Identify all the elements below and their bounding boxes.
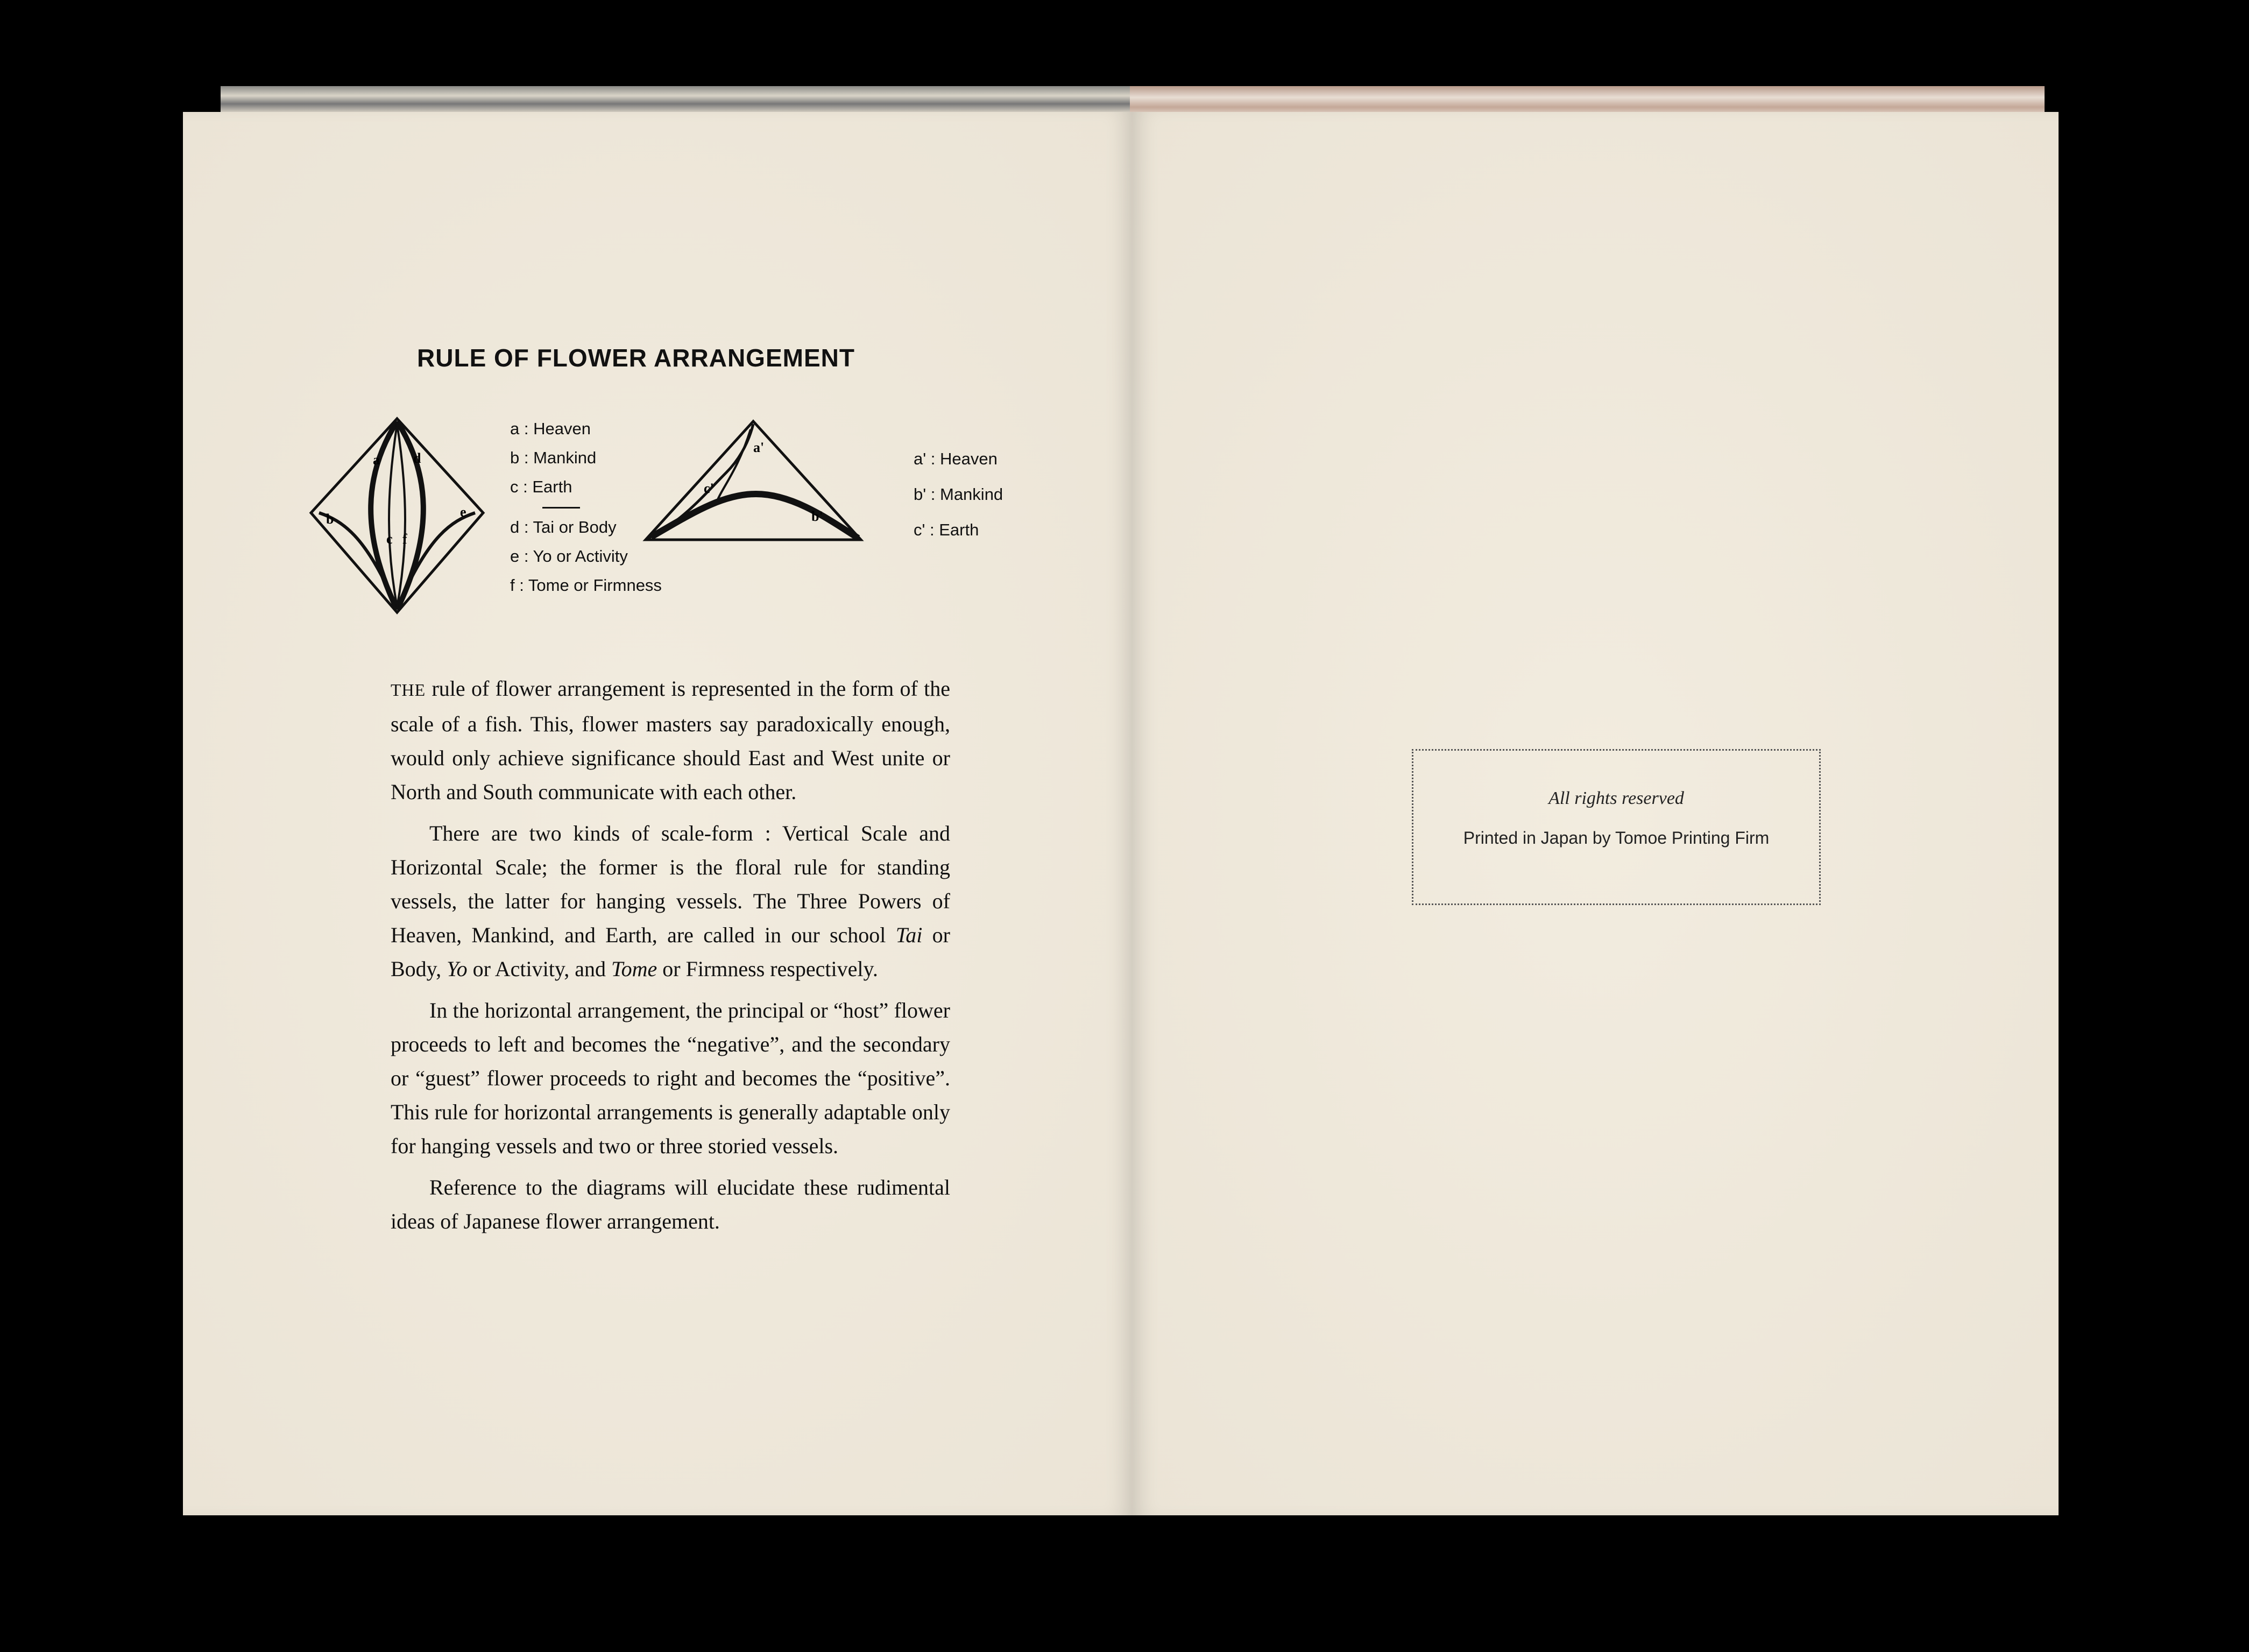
legend-mankind: b : Mankind (510, 448, 597, 467)
paragraph-2 (391, 816, 950, 986)
paragraph-3: In the horizontal arrangement, the principal or “host” flower proceeds to left and becomes the “negative”, and the secondary or “guest” flower proceeds to right and becomes the “positive”. This rule for horizontal arrangements is generally adaptable only for hanging vessels and two or three storied vessels. (391, 998, 950, 1158)
paragraph-2-text-a: There are two kinds of scale-form : Vertical Scale and Horizontal Scale; the former is the floral rule for standing vessels, the latter for hanging vessels. The Three Powers of Heaven, Mankind, and Earth, are called in our school (391, 821, 950, 947)
diagram-label-a-prime: a' (753, 440, 765, 455)
paragraph-1 (391, 672, 950, 809)
legend-earth-prime: c' : Earth (914, 520, 979, 539)
diagram-label-d: d (413, 450, 421, 466)
legend-divider (542, 507, 580, 509)
legend-heaven: a : Heaven (510, 419, 591, 438)
legend-tai: d : Tai or Body (510, 518, 617, 536)
page-title: RULE OF FLOWER ARRANGEMENT (417, 344, 855, 372)
horizontal-scale-diagram (640, 413, 866, 553)
paragraph-2-text-c: or Activity, and (467, 957, 612, 981)
vertical-scale-diagram (306, 413, 489, 618)
paragraph-2-text-b: or Body, (391, 923, 950, 981)
right-page (1132, 112, 2059, 1515)
diagram-label-c: c (386, 531, 393, 547)
paragraph-1-text: rule of flower arrangement is represented in the form of the scale of a fish. This, flower masters say paradoxically enough, would only achieve significance should East and West unite or North and South communicate with each other. (391, 676, 950, 804)
legend-mankind-prime: b' : Mankind (914, 485, 1003, 504)
paragraph-1-lead: THE (391, 680, 426, 700)
copyright-box (1412, 749, 1821, 905)
diagram-label-e: e (460, 504, 466, 520)
vertical-diagram-legend (510, 414, 662, 600)
term-tai: Tai (895, 923, 923, 947)
diagram-label-b: b (326, 511, 334, 527)
legend-heaven-prime: a' : Heaven (914, 449, 998, 468)
left-page (183, 112, 1132, 1515)
term-yo: Yo (447, 957, 468, 981)
legend-earth: c : Earth (510, 477, 572, 496)
term-tome: Tome (611, 957, 657, 981)
paragraph-2-text-d: or Firmness respectively. (657, 957, 878, 981)
diagram-label-a: a (373, 452, 380, 468)
legend-tome: f : Tome or Firmness (510, 576, 662, 595)
horizontal-diagram-legend (914, 441, 1003, 548)
diagram-label-b-prime: b' (811, 509, 823, 524)
paragraph-4: Reference to the diagrams will elucidate these rudimental ideas of Japanese flower arrangement. (391, 1175, 950, 1233)
rights-reserved-text: All rights reserved (1548, 788, 1684, 808)
legend-yo: e : Yo or Activity (510, 547, 628, 566)
diagram-label-f: f (402, 531, 407, 547)
printer-credit-text: Printed in Japan by Tomoe Printing Firm (1463, 828, 1770, 848)
body-text (391, 672, 950, 1246)
diagram-label-c-prime: c' (704, 481, 714, 496)
